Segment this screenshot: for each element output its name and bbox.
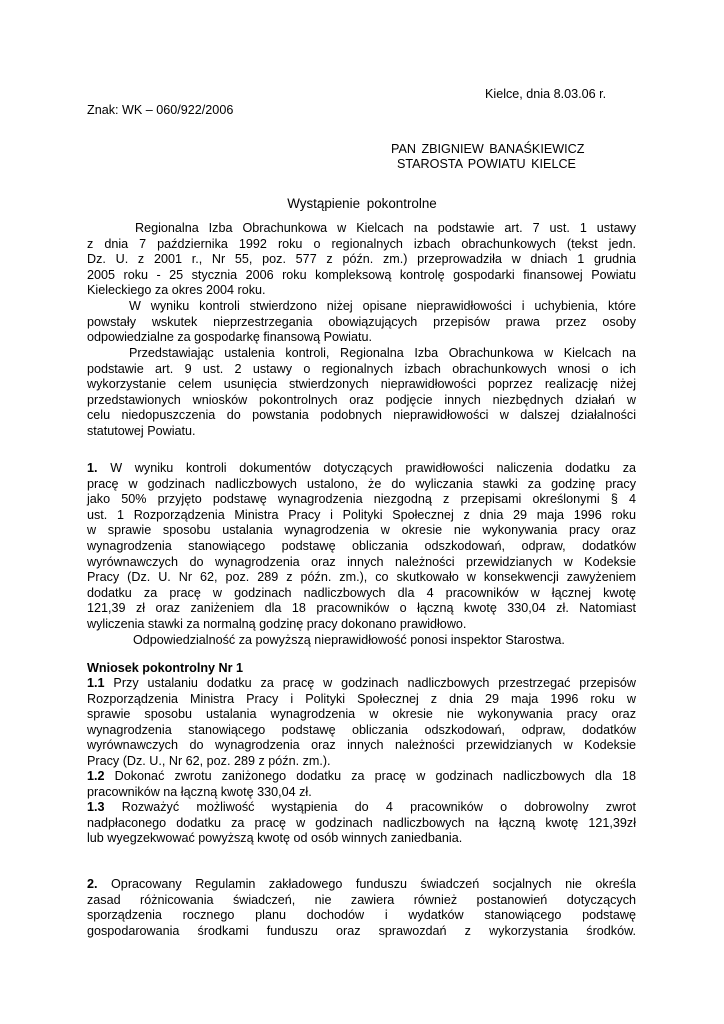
motion-1-2 — [87, 769, 636, 800]
motion-1-1-number: 1.1 — [87, 676, 105, 690]
text-line: 2005 roku - 25 stycznia 2006 roku kompleksową kontrolę gospodarki finansowej Powiatu — [87, 267, 636, 282]
text-line: celu niedopuszczenia do powstania podobnych nieprawidłowości w dalszej działalności — [87, 408, 636, 423]
text-line: z dnia 7 października 1992 roku o regionalnych izbach obrachunkowych (tekst jedn. — [87, 236, 636, 251]
responsibility-line: Odpowiedzialność za powyższą nieprawidłowość ponosi inspektor Starostwa. — [133, 632, 565, 647]
text-line: 2. Opracowany Regulamin zakładowego funduszu świadczeń socjalnych nie określa — [87, 877, 636, 891]
text-line: Rozporządzenia Ministra Pracy i Polityki Społecznej z dnia 29 maja 1996 roku w — [87, 691, 636, 706]
text-line: Pracy (Dz. U., Nr 62, poz. 289 z późn. zm.). — [87, 753, 331, 768]
text-line: 1.3 Rozważyć możliwość wystąpienia do 4 pracowników o dobrowolny zwrot — [87, 800, 636, 814]
text-line: 121,39 zł oraz zaniżeniem dla 18 pracowników o łączną kwotę 330,04 zł. Natomiast — [87, 601, 636, 616]
intro-paragraph-1 — [87, 221, 636, 299]
text-line: sporządzenia rocznego planu dochodów i wydatków stanowiącego podstawę — [87, 908, 636, 923]
recipient-name: PAN ZBIGNIEW BANAŚKIEWICZ — [391, 142, 585, 156]
text-line: Pracy (Dz. U. Nr 62, poz. 289 z późn. zm.), co skutkowało w konsekwencji zawyżeniem — [87, 570, 636, 585]
recipient-title: STAROSTA POWIATU KIELCE — [397, 157, 576, 171]
motion-1-2-number: 1.2 — [87, 769, 105, 783]
text-line: wyliczenia stawki za normalną godzinę pracy dokonano prawidłowo. — [87, 616, 467, 631]
text-line: odpowiedzialne za gospodarkę finansową Powiatu. — [87, 330, 372, 345]
text-line: w sprawie sposobu ustalania wynagrodzenia w okresie nie wykonywania pracy oraz — [87, 523, 636, 538]
text-line: statutowej Powiatu. — [87, 423, 196, 438]
finding-2 — [87, 877, 636, 939]
reference-number: Znak: WK – 060/922/2006 — [87, 103, 234, 117]
finding-1-number: 1. — [87, 461, 98, 475]
text-line: wynagrodzenia stanowiącego podstawę obliczania odszkodowań, odpraw, dodatków — [87, 722, 636, 737]
text-line: Dz. U. z 2001 r., Nr 55, poz. 577 z późn. zm.) przeprowadziła w dniach 1 grudnia — [87, 252, 636, 267]
text-line: 1. W wyniku kontroli dokumentów dotyczących prawidłowości naliczenia dodatku za — [87, 461, 636, 475]
text-line: wyrównawczych do wynagrodzenia oraz innych należności przewidzianych w Kodeksie — [87, 738, 636, 753]
text-line: Kieleckiego za okres 2004 roku. — [87, 283, 266, 298]
text-line: 1.2 Dokonać zwrotu zaniżonego dodatku za pracę w godzinach nadliczbowych dla 18 — [87, 769, 637, 783]
text-line: jako 50% przyjęto podstawę wynagrodzenia niezgodną z przepisami określonymi § 4 — [87, 492, 636, 507]
text-line: Przedstawiając ustalenia kontroli, Regionalna Izba Obrachunkowa w Kielcach na — [129, 346, 636, 360]
text-line: W wyniku kontroli stwierdzono niżej opisane nieprawidłowości i uchybienia, które — [129, 299, 636, 313]
text-line: Regionalna Izba Obrachunkowa w Kielcach na podstawie art. 7 ust. 1 ustawy — [135, 221, 636, 235]
text-line: nadpłaconego dodatku za pracę w godzinach nadliczbowych na łączną kwotę 121,39zł — [87, 815, 636, 830]
text-line: przedstawionych wniosków pokontrolnych oraz podjęcie innych niezbędnych działań w — [87, 392, 636, 407]
text-line: pracę w godzinach nadliczbowych ustalono, że do wyliczania stawki za godzinę pracy — [87, 476, 636, 491]
text-line: ust. 1 Rozporządzenia Ministra Pracy i Polityki Społecznej z dnia 29 maja 1996 roku — [87, 507, 636, 522]
text-line: pracowników na łączną kwotę 330,04 zł. — [87, 784, 312, 799]
motion-1-3 — [87, 800, 636, 847]
text-line: gospodarowania środkami funduszu oraz sprawozdań z wykorzystania środków. — [87, 923, 636, 938]
text-line: podstawie art. 9 ust. 2 ustawy o regionalnych izbach obrachunkowych wnosi o ich — [87, 361, 636, 376]
motion-1-3-number: 1.3 — [87, 800, 105, 814]
text-line: dodatku za pracę w godzinach nadliczbowych dla 4 pracowników w łącznej kwotę — [87, 585, 636, 600]
intro-paragraph-2 — [87, 299, 636, 346]
text-line: wyrównawczych do wynagrodzenia oraz innych należności przewidzianych w Kodeksie — [87, 554, 636, 569]
text-line: zasad różnicowania świadczeń, nie zawiera również postanowień dotyczących — [87, 892, 636, 907]
text-line: wykorzystanie celem usunięcia stwierdzonych nieprawidłowości poprzez realizację niżej — [87, 377, 636, 392]
text-line: powstały wskutek nieprzestrzegania obowiązujących przepisów prawa przez osoby — [87, 314, 636, 329]
text-line: 1.1 Przy ustalaniu dodatku za pracę w godzinach nadliczbowych przestrzegać przepisów — [87, 676, 636, 690]
text-line: wynagrodzenia stanowiącego podstawę obliczania odszkodowań, odpraw, dodatków — [87, 538, 636, 553]
intro-paragraph-3 — [87, 346, 636, 440]
place-date: Kielce, dnia 8.03.06 r. — [485, 87, 607, 101]
finding-1 — [87, 461, 636, 648]
finding-2-number: 2. — [87, 877, 98, 891]
motion-1-1 — [87, 676, 636, 770]
motion-1-heading: Wniosek pokontrolny Nr 1 — [87, 661, 244, 675]
text-line: sprawie sposobu ustalania wynagrodzenia w okresie nie wykonywania pracy oraz — [87, 707, 636, 722]
document-title: Wystąpienie pokontrolne — [287, 196, 437, 211]
text-line: lub wyegzekwować powyższą kwotę od osób winnych zaniedbania. — [87, 831, 463, 846]
